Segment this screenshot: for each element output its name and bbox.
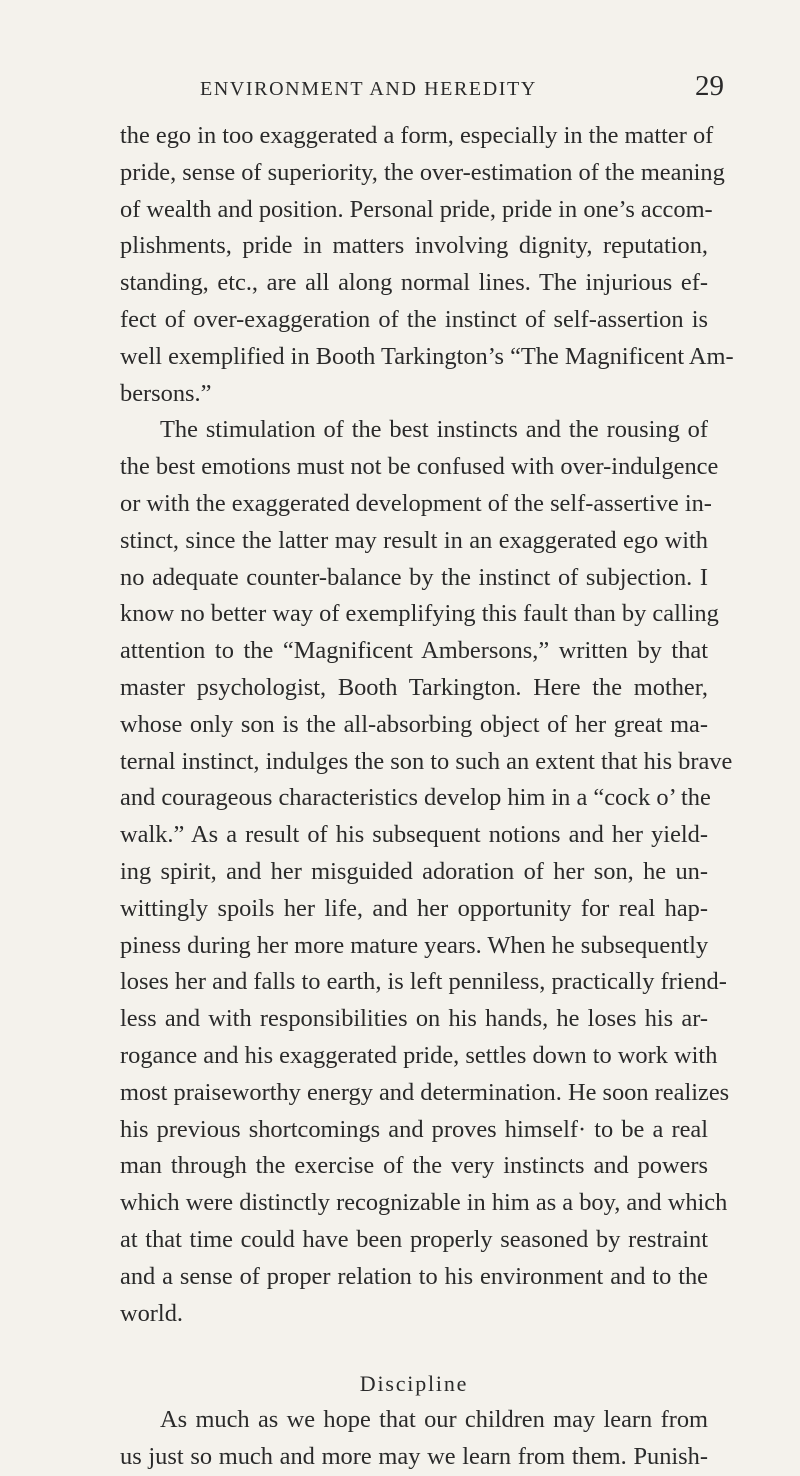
text-line: ternal instinct, indulges the son to such an extent that his brave bbox=[120, 747, 733, 775]
text-line: the best emotions must not be confused with over-indulgence bbox=[120, 453, 719, 481]
text-line: us just so much and more may we learn from them. Punish- bbox=[120, 1442, 708, 1470]
text-line: standing, etc., are all along normal lines. The injurious ef- bbox=[120, 269, 708, 297]
section-heading: Discipline bbox=[359, 1371, 469, 1397]
text-line: walk.” As a result of his subsequent notions and her yield- bbox=[120, 821, 708, 849]
text-line: wittingly spoils her life, and her opportunity for real hap- bbox=[120, 894, 708, 922]
text-line: ing spirit, and her misguided adoration of her son, he un- bbox=[120, 857, 708, 885]
text-line: world. bbox=[120, 1299, 184, 1327]
text-line: bersons.” bbox=[120, 379, 212, 407]
text-line: well exemplified in Booth Tarkington’s “The Magnificent Am- bbox=[120, 342, 734, 370]
text-line: rogance and his exaggerated pride, settles down to work with bbox=[120, 1041, 718, 1069]
text-line: most praiseworthy energy and determination. He soon realizes bbox=[120, 1078, 730, 1106]
text-line: master psychologist, Booth Tarkington. Here the mother, bbox=[120, 673, 708, 701]
text-line: which were distinctly recognizable in him as a boy, and which bbox=[120, 1189, 728, 1217]
text-line: man through the exercise of the very instincts and powers bbox=[120, 1152, 708, 1180]
running-head bbox=[120, 70, 724, 110]
text-line: and courageous characteristics develop him in a “cock o’ the bbox=[120, 784, 711, 812]
text-line: know no better way of exemplifying this fault than by calling bbox=[120, 600, 719, 628]
text-line: whose only son is the all-absorbing object of her great ma- bbox=[120, 710, 708, 738]
text-line: stinct, since the latter may result in an exaggerated ego with bbox=[120, 526, 708, 554]
text-line: his previous shortcomings and proves himself· to be a real bbox=[120, 1115, 708, 1143]
paragraph-ambersons bbox=[120, 412, 733, 1332]
text-line: or with the exaggerated development of the self-assertive in- bbox=[120, 489, 712, 517]
text-line: pride, sense of superiority, the over-estimation of the meaning bbox=[120, 158, 725, 186]
paragraph-continued bbox=[120, 118, 734, 412]
text-line: the ego in too exaggerated a form, especially in the matter of bbox=[120, 122, 714, 149]
text-line: of wealth and position. Personal pride, pride in one’s accom- bbox=[120, 195, 713, 223]
text-line: attention to the “Magnificent Ambersons,” written by that bbox=[120, 637, 708, 665]
text-line: As much as we hope that our children may learn from bbox=[160, 1406, 708, 1434]
text-line: loses her and falls to earth, is left penniless, practically friend- bbox=[120, 968, 727, 996]
text-line: plishments, pride in matters involving dignity, reputation, bbox=[120, 232, 708, 260]
text-line: The stimulation of the best instincts and the rousing of bbox=[160, 416, 708, 444]
page-number: 29 bbox=[695, 70, 724, 102]
text-line: no adequate counter-balance by the instinct of subjection. I bbox=[120, 563, 708, 591]
body-text bbox=[120, 118, 734, 1476]
text-line: fect of over-exaggeration of the instinct of self-assertion is bbox=[120, 305, 708, 333]
text-line: at that time could have been properly seasoned by restraint bbox=[120, 1225, 708, 1253]
text-line: less and with responsibilities on his hands, he loses his ar- bbox=[120, 1005, 708, 1033]
paragraph-discipline bbox=[120, 1402, 708, 1476]
running-head-title: ENVIRONMENT AND HEREDITY bbox=[200, 78, 537, 100]
text-line: piness during her more mature years. When he subsequently bbox=[120, 931, 709, 959]
text-line: and a sense of proper relation to his environment and to the bbox=[120, 1262, 708, 1290]
